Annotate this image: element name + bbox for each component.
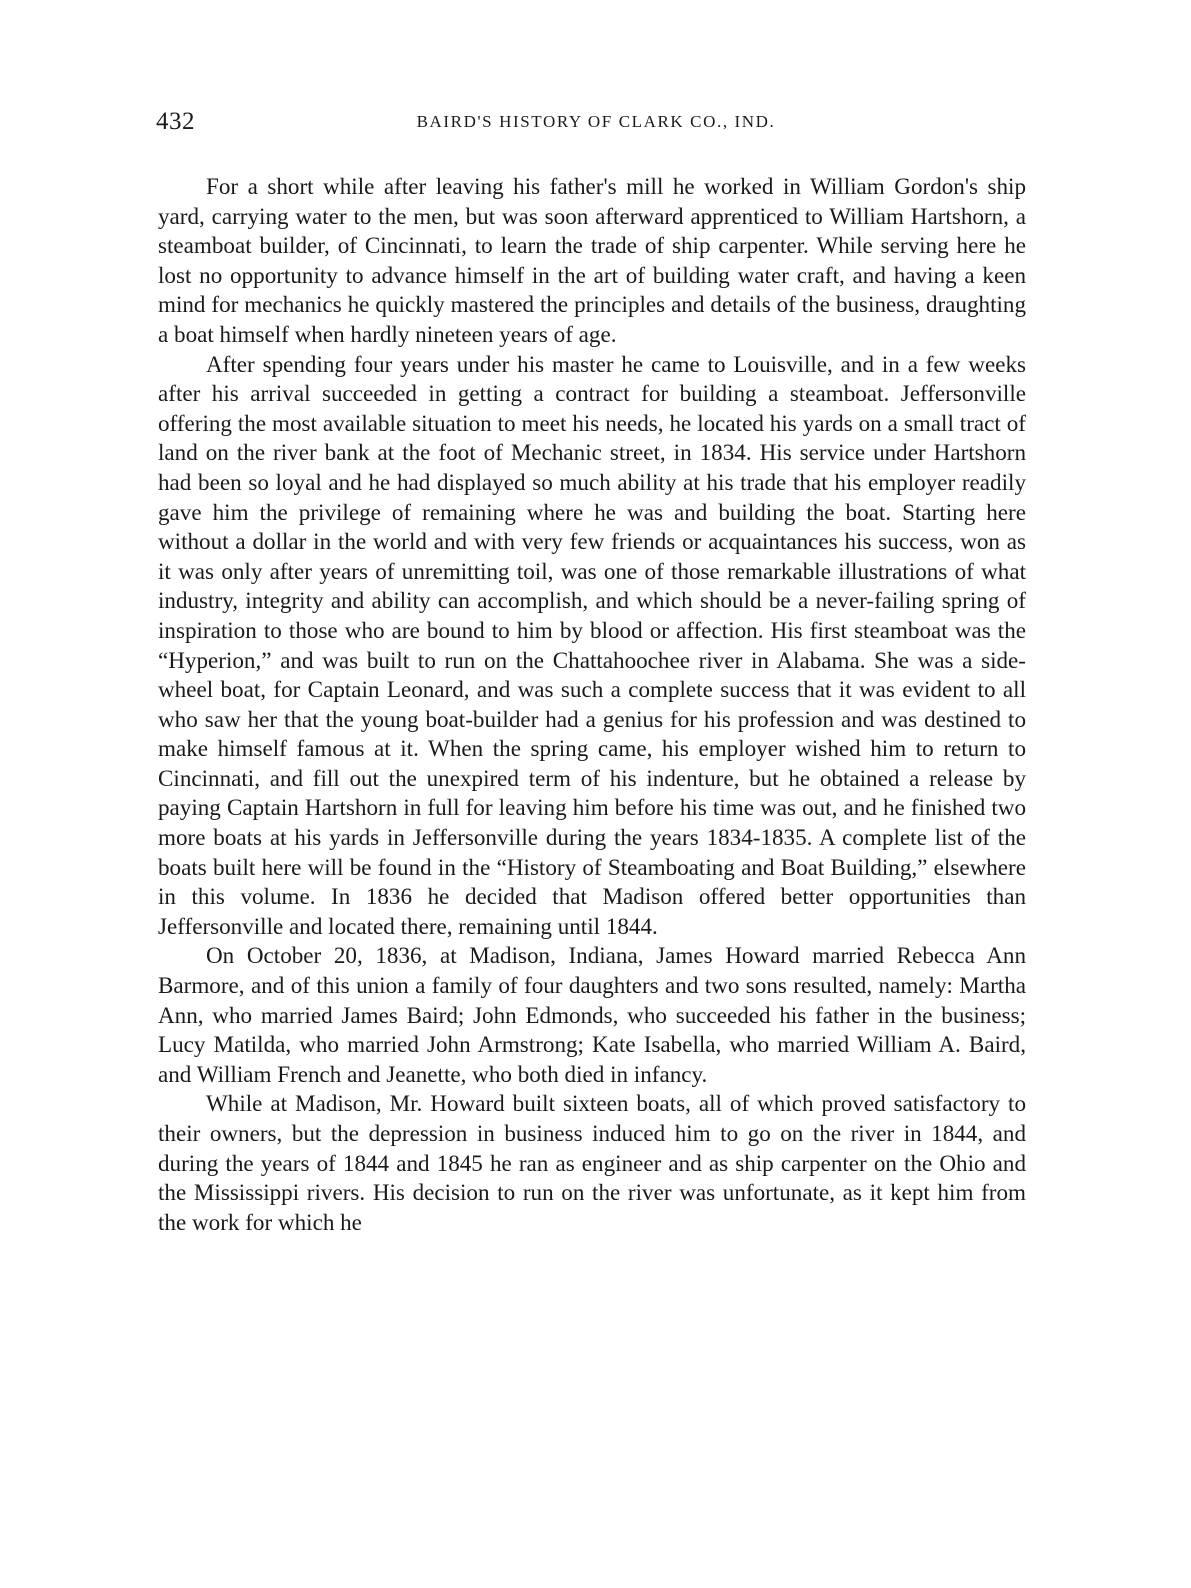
page-number: 432 [156, 108, 195, 135]
paragraph: After spending four years under his master he came to Louisville, and in a few weeks after his arrival succeeded in getting a contract for building a steamboat. Jeffersonville offering the most available situation to meet his needs, he located his yards on a small tract of land on the river bank at the foot of Mechanic street, in 1834. His service under Hartshorn had been so loyal and he had displayed so much ability at his trade that his employer readily gave him the privilege of remaining where he was and building the boat. Starting here without a dollar in the world and with very few friends or acquaintances his success, won as it was only after years of unremitting toil, was one of those remarkable illustrations of what industry, integrity and ability can accomplish, and which should be a never-failing spring of inspiration to those who are bound to him by blood or affection. His first steamboat was the “Hyperion,” and was built to run on the Chattahoochee river in Alabama. She was a side-wheel boat, for Captain Leonard, and was such a complete success that it was evident to all who saw her that the young boat-builder had a genius for his profession and was destined to make himself famous at it. When the spring came, his employer wished him to return to Cincinnati, and fill out the unexpired term of his indenture, but he obtained a release by paying Captain Hartshorn in full for leaving him before his time was out, and he finished two more boats at his yards in Jeffersonville during the years 1834-1835. A complete list of the boats built here will be found in the “History of Steamboating and Boat Building,” elsewhere in this volume. In 1836 he decided that Madison offered better opportunities than Jeffersonville and located there, remaining until 1844. [158, 350, 1026, 939]
paragraph: While at Madison, Mr. Howard built sixteen boats, all of which proved satisfactory to their owners, but the depression in business induced him to go on the river in 1844, and during the years of 1844 and 1845 he ran as engineer and as ship carpenter on the Ohio and the Mississippi rivers. His decision to run on the river was unfortunate, as it kept him from the work for which he [158, 1090, 1026, 1235]
paragraph: On October 20, 1836, at Madison, Indiana, James Howard married Rebecca Ann Barmore, and of this union a family of four daughters and two sons resulted, namely: Martha Ann, who married James Baird; John Edmonds, who succeeded his father in the business; Lucy Matilda, who married John Armstrong; Kate Isabella, who married William A. Baird, and William French and Jeanette, who both died in infancy. [158, 942, 1026, 1087]
body-text [158, 172, 1026, 1237]
paragraph: For a short while after leaving his father's mill he worked in William Gordon's ship yard, carrying water to the men, but was soon afterward apprenticed to William Hartshorn, a steamboat builder, of Cincinnati, to learn the trade of ship carpenter. While serving here he lost no opportunity to advance himself in the art of building water craft, and having a keen mind for mechanics he quickly mastered the principles and details of the business, draughting a boat himself when hardly nineteen years of age. [158, 173, 1026, 347]
running-head: BAIRD'S HISTORY OF CLARK CO., IND. [416, 112, 776, 131]
page-header [156, 108, 1036, 148]
